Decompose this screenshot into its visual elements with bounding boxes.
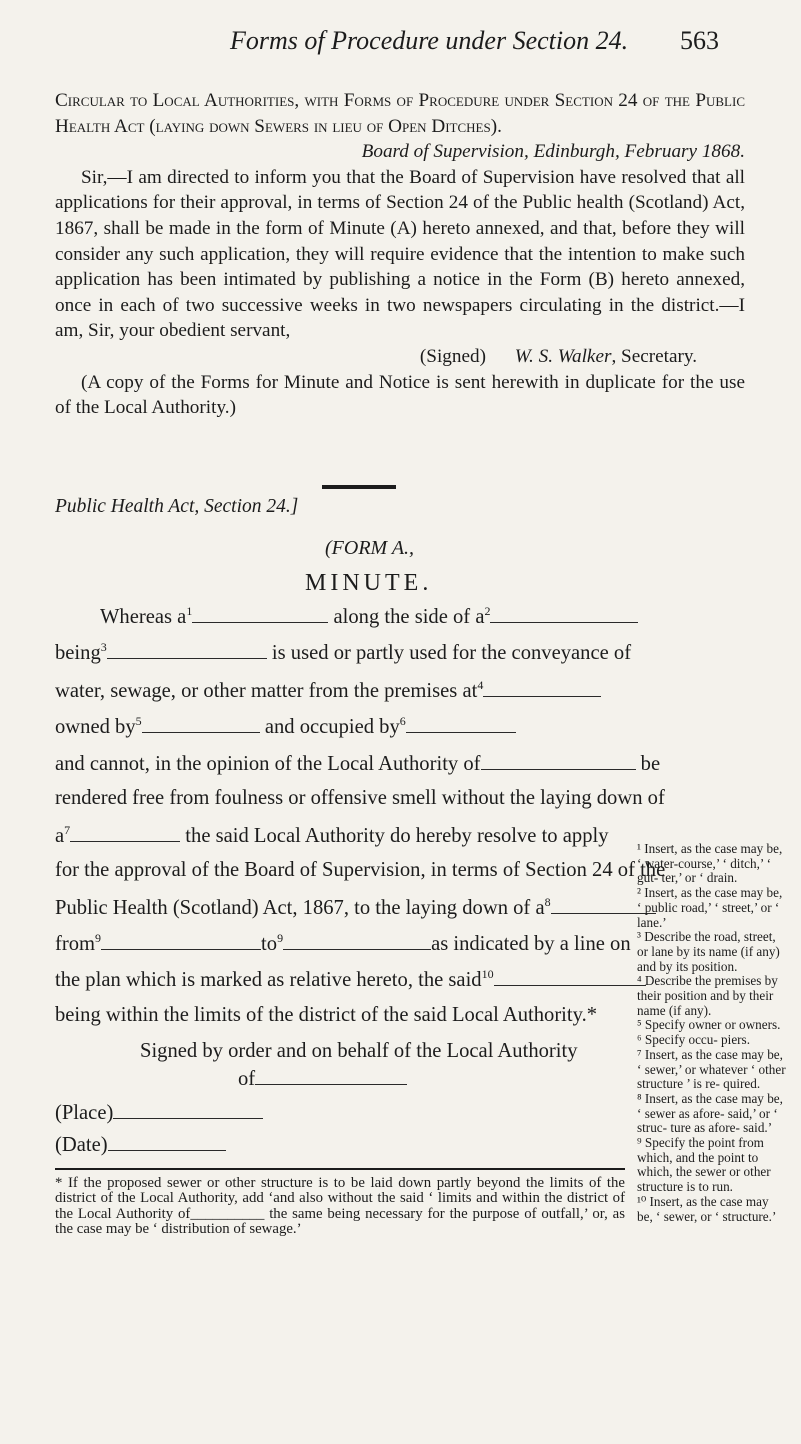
blank-2 [490,604,638,623]
form-line-12: being within the limits of the district of the said Local Authority.* [55,1004,598,1026]
footnote [55,1176,625,1238]
form-place: (Place) [55,1100,263,1125]
margin-note-7: ⁷ Insert, as the case may be, ‘ sewer,’ or whatever ‘ other structure ’ is re- quired. [637,1046,786,1092]
running-head [0,26,801,66]
margin-note-5: ⁵ Specify owner or owners. [637,1017,781,1033]
blank-11 [283,931,431,950]
form-line-14: of [238,1066,407,1091]
minute-title: MINUTE. [305,570,433,596]
section-rule [322,485,396,489]
running-title: Forms of Procedure under Section 24. [230,26,629,55]
form-line-5: and cannot, in the opinion of the Local Authority of be [55,753,661,775]
margin-note-2: ² Insert, as the case may be, ‘ public road,’ ‘ street,’ or ‘ lane.’ [637,885,783,930]
circular-note: (A copy of the Forms for Minute and Notice is sent herewith in duplicate for the use of the Local Authority.) [55,371,745,419]
margin-note-4: ⁴ Describe the premises by their position and by their name (if any). [637,973,778,1018]
circular-body: Sir,—I am directed to inform you that the Board of Supervision have resolved that all applications for their approval, in terms of Section 24 of the Public health (Scotland) Act, 1867, shall be made in the form of Minute (A) hereto annexed, and that, before they will consider any such application, they will require evidence that the intention to make such application has been intimated by publishing a notice in the Form (B) hereto annexed, once in each of two successive weeks in two newspapers circulating in the district.—I am, Sir, your obedient servant, [55,166,745,342]
blank-7 [481,751,636,770]
margin-notes [637,842,787,1224]
blank-3 [107,640,267,659]
form-line-8: for the approval of the Board of Supervision, in terms of Section 24 of the [55,859,666,881]
blank-10 [101,931,261,950]
form-line-6: rendered free from foulness or offensive smell without the laying down of [55,787,665,809]
signed-prefix: (Signed) [419,345,486,367]
form-line-2: being$^3$ is used or partly used for the conveyance of [55,640,632,664]
blank-12 [494,967,646,986]
blank-4 [483,678,601,697]
margin-note-3: ³ Describe the road, street, or lane by its name (if any) and by its position. [637,929,780,974]
form-line-4: owned $by^5$ and occupied $by^6$ [55,714,516,739]
footnote-text: * If the proposed sewer or other structure is to be laid down partly beyond the limits of the district of the Local Authority, add ‘and also without the said ‘ limits and within the district of the Local Authority of__________ the same being necessary for the purpose of outfall,’ or, as the case may be ‘ distribution of sewage.’ [55,1175,625,1238]
circular-heading: Circular to Local Authorities, with Forms of Procedure under Section 24 of the Public Health Act (laying down Sewers in lieu of Open Ditches). [55,90,745,137]
form-reference: Public Health Act, Section 24.] [55,496,299,517]
margin-note-10: ¹⁰ Insert, as the case may be, ‘ sewer, or ‘ structure.’ [637,1193,777,1224]
blank-5 [142,714,260,733]
signed-name: W. S. Walker [514,345,612,367]
circular-dateline: Board of Supervision, Edinburgh, February 1868. [361,141,745,163]
blank-8 [70,823,180,842]
form-label: (FORM A., [325,537,415,559]
margin-note-1: ¹ Insert, as the case may be, ‘ water-course,’ ‘ ditch,’ ‘ gut- ter,’ or ‘ drain. [637,841,783,886]
margin-note-6: ⁶ Specify occu- piers. [637,1032,750,1048]
blank-place [113,1100,263,1119]
blank-1 [192,604,328,623]
form-line-13: Signed by order and on behalf of the Local Authority [140,1040,578,1062]
circular-signature [55,344,745,370]
blank-13 [255,1066,407,1085]
form-line-7: $a^7$ the said Local Authority do hereby resolve to apply [55,823,609,847]
margin-note-9: ⁹ Specify the point from which, and the point to which, the sewer or other structure is to run. [637,1135,771,1195]
form-line-1: Whereas $a^1$ along the side of $a^2$ [100,604,638,629]
blank-date [108,1132,226,1151]
form-line-3: water, sewage, or other matter from the premises $at^4$ [55,678,601,703]
form-line-9: Public Health (Scotland) Act, 1867, to the laying down of $a^8$ [55,895,656,920]
footnote-rule [55,1168,625,1170]
margin-note-8: ⁸ Insert, as the case may be, ‘ sewer as afore- said,’ or ‘ struc- ture as afore- said.’ [637,1090,783,1136]
blank-6 [406,714,516,733]
page-number: 563 [680,26,719,55]
signed-suffix: , Secretary. [611,345,698,367]
circular-block [55,88,745,421]
form-line-11: the plan which is marked as relative hereto, the said$^{10}$ [55,967,646,992]
form-date: (Date) [55,1132,226,1157]
form-line-10: from$^9$ $to^9$ as indicated by a line on [55,931,631,955]
